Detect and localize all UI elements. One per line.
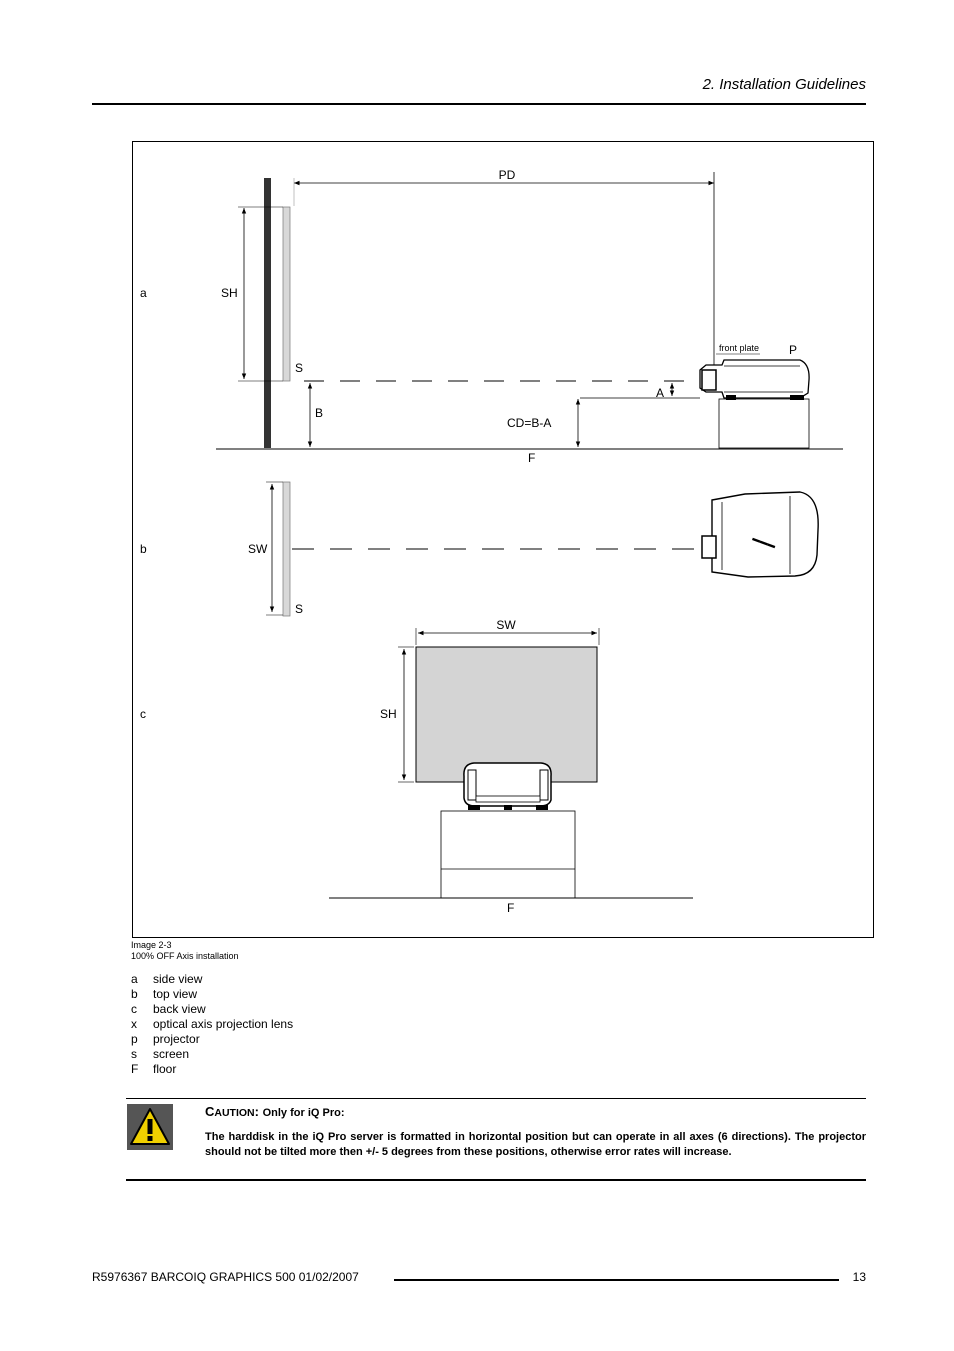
sw-label-back: SW bbox=[496, 618, 516, 632]
footer-rule bbox=[394, 1279, 839, 1281]
projector-back bbox=[464, 763, 551, 810]
caption-id: Image 2-3 bbox=[131, 940, 172, 950]
screen-top bbox=[283, 482, 290, 616]
view-a-label: a bbox=[140, 286, 147, 300]
view-c-label: c bbox=[140, 707, 146, 721]
front-plate-label: front plate bbox=[719, 343, 760, 353]
svg-text:▬▬▬: ▬▬▬ bbox=[751, 533, 777, 551]
s-label-top: S bbox=[295, 602, 304, 616]
screen-side bbox=[283, 207, 290, 381]
f-label-side: F bbox=[528, 451, 536, 465]
caution-top-rule bbox=[126, 1098, 866, 1099]
list-item: c back view bbox=[131, 1002, 206, 1016]
f-label-back: F bbox=[507, 901, 515, 915]
view-b-label: b bbox=[140, 542, 147, 556]
projector-side bbox=[700, 360, 809, 448]
legend-list bbox=[131, 972, 293, 1077]
caution-body: The harddisk in the iQ Pro server is formatted in horizontal position but can operate in all axes (6 directions). The projector should not be tilted more then +/- 5 degrees from these positions, otherwise error rates will increase. bbox=[205, 1131, 866, 1158]
footer-doc-info: R5976367 BARCOIQ GRAPHICS 500 01/02/2007 bbox=[92, 1270, 359, 1284]
screen-back bbox=[416, 647, 597, 782]
s-label-side: S bbox=[295, 361, 304, 375]
list-item: p projector bbox=[131, 1032, 200, 1046]
list-item: b top view bbox=[131, 987, 198, 1001]
section-header: 2. Installation Guidelines bbox=[702, 76, 866, 93]
b-label: B bbox=[315, 406, 324, 420]
caution-bottom-rule bbox=[126, 1179, 866, 1181]
top-view bbox=[140, 482, 818, 616]
sw-label-top: SW bbox=[248, 542, 268, 556]
cd-label: CD=B-A bbox=[507, 416, 552, 430]
a-label: A bbox=[656, 386, 665, 400]
page-number: 13 bbox=[852, 1270, 866, 1284]
wall bbox=[264, 178, 271, 448]
sh-label-side: SH bbox=[221, 286, 238, 300]
projector-stand bbox=[441, 811, 575, 898]
list-item: a side view bbox=[131, 972, 203, 986]
pd-label: PD bbox=[498, 168, 516, 182]
list-item: F floor bbox=[131, 1062, 177, 1076]
figure-caption bbox=[131, 940, 239, 962]
list-item: x optical axis projection lens bbox=[131, 1017, 294, 1031]
back-view bbox=[140, 618, 693, 915]
caption-text: 100% OFF Axis installation bbox=[131, 951, 239, 961]
sh-label-back: SH bbox=[380, 707, 397, 721]
caution-title: CAUTION: Only for iQ Pro: bbox=[205, 1104, 345, 1119]
side-view bbox=[140, 168, 843, 465]
p-label: P bbox=[789, 343, 798, 357]
list-item: s screen bbox=[131, 1047, 190, 1061]
warning-icon bbox=[127, 1104, 173, 1150]
projector-top bbox=[702, 492, 818, 577]
